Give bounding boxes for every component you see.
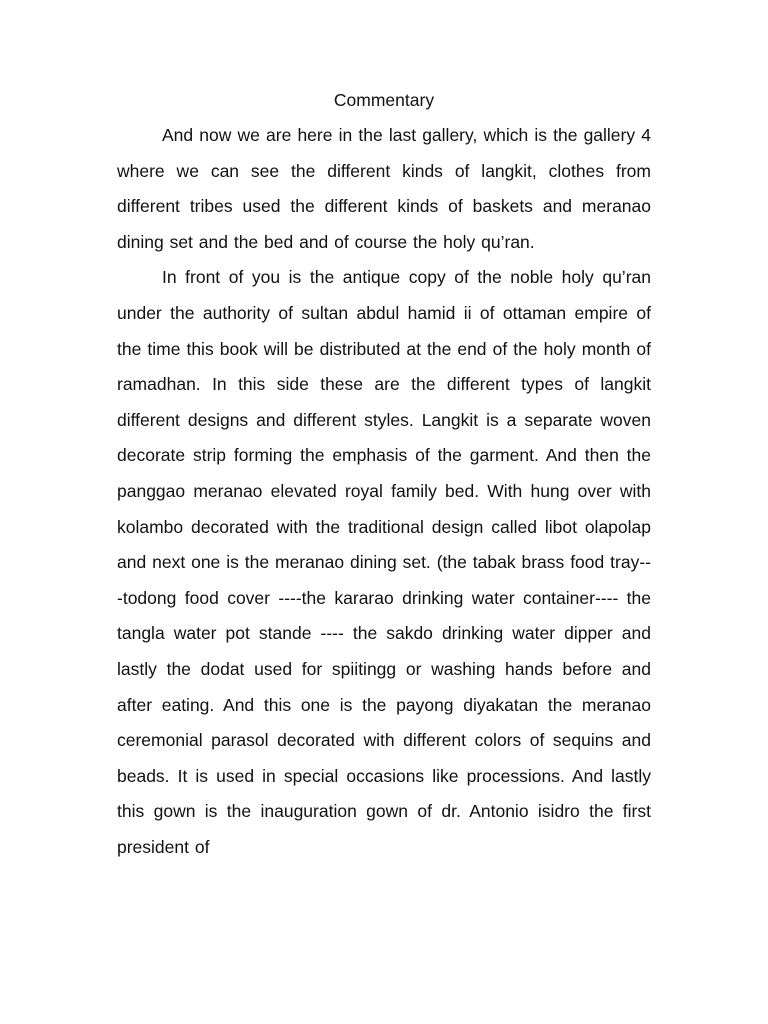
paragraph-intro: And now we are here in the last gallery, which is the gallery 4 where we can see the different kinds of langkit, clothes from different tribes used the different kinds of baskets and meranao dining set and the bed and of course the holy qu’ran.	[117, 125, 651, 252]
paragraph-gallery-description: In front of you is the antique copy of the noble holy qu’ran under the authority of sultan abdul hamid ii of ottaman empire of the time this book will be distributed at the end of the holy month of ramadhan. In this side these are the different types of langkit different designs and different styles. Langkit is a separate woven decorate strip forming the emphasis of the garment. And then the panggao meranao elevated royal family bed. With hung over with kolambo decorated with the traditional design called libot olapolap and next one is the meranao dining set. (the tabak brass food tray---todong food cover ----the kararao drinking water container---- the tangla water pot stande ---- the sakdo drinking water dipper and lastly the dodat used for spiitingg or washing hands before and after eating. And this one is the payong diyakatan the meranao ceremonial parasol decorated with different colors of sequins and beads. It is used in special occasions like processions. And lastly this gown is the inauguration gown of dr. Antonio isidro the first president of	[117, 267, 651, 857]
document-body	[117, 118, 651, 865]
page-title: Commentary	[333, 90, 435, 110]
